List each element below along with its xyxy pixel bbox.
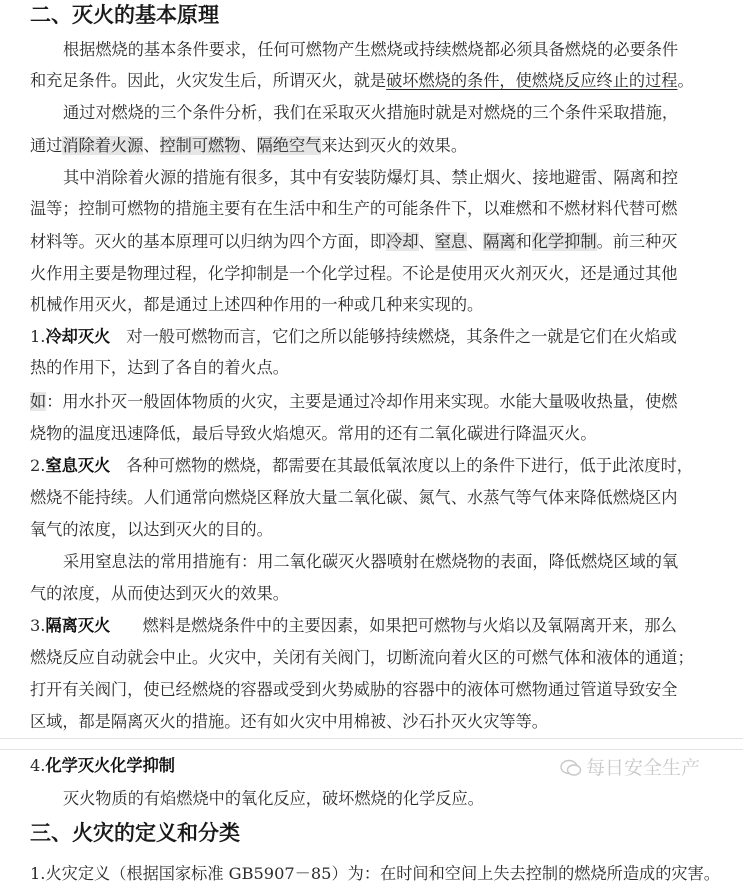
paragraph-line — [30, 294, 483, 316]
text-segment: 打开有关阀门，使已经燃烧的容器或受到火势威胁的容器中的液体可燃物通过管道导致安全 — [30, 680, 678, 699]
paragraph-line — [63, 39, 678, 61]
paragraph-line — [30, 647, 694, 669]
paragraph-line — [30, 263, 678, 285]
text-segment: 温等；控制可燃物的措施主要有在生活中和生产的可能条件下，以难燃和不燃材料代替可燃 — [30, 199, 678, 218]
text-segment: 区域，都是隔离灭火的措施。还有如火灾中用棉被、沙石扑灭火灾等等。 — [30, 712, 548, 731]
text-segment: 二、灭火的基本原理 — [30, 2, 219, 27]
section-heading — [30, 822, 240, 844]
highlighted-text: 控制可燃物 — [159, 136, 241, 155]
text-segment: 4. — [30, 756, 46, 775]
text-segment: 气的浓度，从而使达到灭火的效果。 — [30, 584, 289, 603]
wechat-icon — [560, 759, 582, 777]
bold-term: 窒息灭火 — [45, 456, 111, 475]
paragraph-line — [30, 583, 289, 605]
text-segment: 1.火灾定义（根据国家标准 GB5907－85）为：在时间和空间上失去控制的燃烧所造成的灾害。 — [30, 864, 720, 883]
text-segment: 各种可燃物的燃烧，都需要在其最低氧浓度以上的条件下进行，低于此浓度时， — [110, 456, 693, 475]
bold-term: 隔离灭火 — [45, 616, 111, 635]
paragraph-line — [30, 755, 175, 777]
text-segment: 三、火灾的定义和分类 — [30, 820, 240, 845]
text-segment: 和 — [515, 232, 532, 251]
text-segment: 烧物的温度迅速降低，最后导致火焰熄灭。常用的还有二氧化碳进行降温灭火。 — [30, 424, 597, 443]
paragraph-line — [30, 711, 548, 733]
text-segment: 、 — [418, 232, 435, 251]
text-segment: 燃烧不能持续。人们通常向燃烧区释放大量二氧化碳、氮气、水蒸气等气体来降低燃烧区内 — [30, 488, 678, 507]
text-segment: 燃料是燃烧条件中的主要因素，如果把可燃物与火焰以及氧隔离开来，那么 — [110, 616, 677, 635]
paragraph-line — [63, 551, 678, 573]
text-segment: 机械作用灭火，都是通过上述四种作用的一种或几种来实现的。 — [30, 295, 484, 314]
text-segment: 通过对燃烧的三个条件分析，我们在采取灭火措施时就是对燃烧的三个条件采取措施， — [63, 103, 679, 122]
underlined-text: 破坏燃烧的条件，使燃烧反应终止的过程 — [386, 71, 678, 90]
highlighted-text: 窒息 — [434, 232, 468, 251]
text-segment: 、 — [467, 232, 484, 251]
paragraph-line — [30, 357, 289, 379]
text-segment: 、 — [240, 136, 257, 155]
paragraph-line — [30, 70, 694, 92]
bold-term: 化学灭火化学抑制 — [45, 756, 175, 775]
section-heading — [30, 4, 219, 26]
text-segment: 1. — [30, 327, 46, 346]
highlighted-text: 冷却 — [386, 232, 419, 251]
paragraph-line — [30, 455, 693, 477]
paragraph-line — [30, 198, 678, 220]
paragraph-line — [63, 788, 484, 810]
text-segment: 燃烧反应自动就会中止。火灾中，关闭有关阀门，切断流向着火区的可燃气体和液体的通道； — [30, 648, 694, 667]
text-segment: 材料等。灭火的基本原理可以归纳为四个方面，即 — [30, 232, 387, 251]
highlighted-text: 如 — [30, 392, 47, 411]
paragraph-line — [63, 167, 678, 189]
text-segment: 热的作用下，达到了各自的着火点。 — [30, 358, 289, 377]
text-segment: 。前三种灭 — [596, 232, 678, 251]
watermark — [560, 757, 700, 779]
paragraph-line — [30, 135, 467, 157]
page-divider — [0, 749, 743, 750]
highlighted-text: 消除着火源 — [62, 136, 144, 155]
text-segment: 对一般可燃物而言，它们之所以能够持续燃烧，其条件之一就是它们在火焰或 — [110, 327, 677, 346]
bold-term: 冷却灭火 — [45, 327, 111, 346]
paragraph-line — [30, 679, 678, 701]
text-segment: 。 — [677, 71, 694, 90]
highlighted-text: 隔绝空气 — [256, 136, 322, 155]
paragraph-line — [30, 231, 678, 253]
text-segment: 灭火物质的有焰燃烧中的氧化反应，破坏燃烧的化学反应。 — [63, 789, 484, 808]
text-segment: 、 — [143, 136, 160, 155]
text-segment: 来达到灭火的效果。 — [321, 136, 468, 155]
text-segment: 其中消除着火源的措施有很多，其中有安装防爆灯具、禁止烟火、接地避雷、隔离和控 — [63, 168, 679, 187]
paragraph-line — [30, 519, 273, 541]
text-segment: 火作用主要是物理过程，化学抑制是一个化学过程。不论是使用灭火剂灭火，还是通过其他 — [30, 264, 678, 283]
text-segment: 通过 — [30, 136, 63, 155]
paragraph-line — [63, 102, 678, 124]
watermark-text: 每日安全生产 — [586, 757, 701, 779]
paragraph-line — [30, 615, 677, 637]
text-segment: 氧气的浓度，以达到灭火的目的。 — [30, 520, 273, 539]
highlighted-text: 化学抑制 — [531, 232, 597, 251]
paragraph-line — [30, 326, 677, 348]
text-segment: ：用水扑灭一般固体物质的火灾，主要是通过冷却作用来实现。水能大量吸收热量，使燃 — [46, 392, 678, 411]
text-segment: 3. — [30, 616, 46, 635]
text-segment: 根据燃烧的基本条件要求，任何可燃物产生燃烧或持续燃烧都必须具备燃烧的必要条件 — [63, 40, 679, 59]
text-segment: 和充足条件。因此，火灾发生后，所谓灭火，就是 — [30, 71, 387, 90]
text-segment: 采用窒息法的常用措施有：用二氧化碳灭火器喷射在燃烧物的表面，降低燃烧区域的氧 — [63, 552, 679, 571]
paragraph-line — [30, 391, 678, 413]
page-divider — [0, 738, 743, 739]
highlighted-text: 隔离 — [483, 232, 516, 251]
paragraph-line — [30, 487, 678, 509]
text-segment: 2. — [30, 456, 46, 475]
paragraph-line — [30, 863, 720, 885]
paragraph-line — [30, 423, 597, 445]
